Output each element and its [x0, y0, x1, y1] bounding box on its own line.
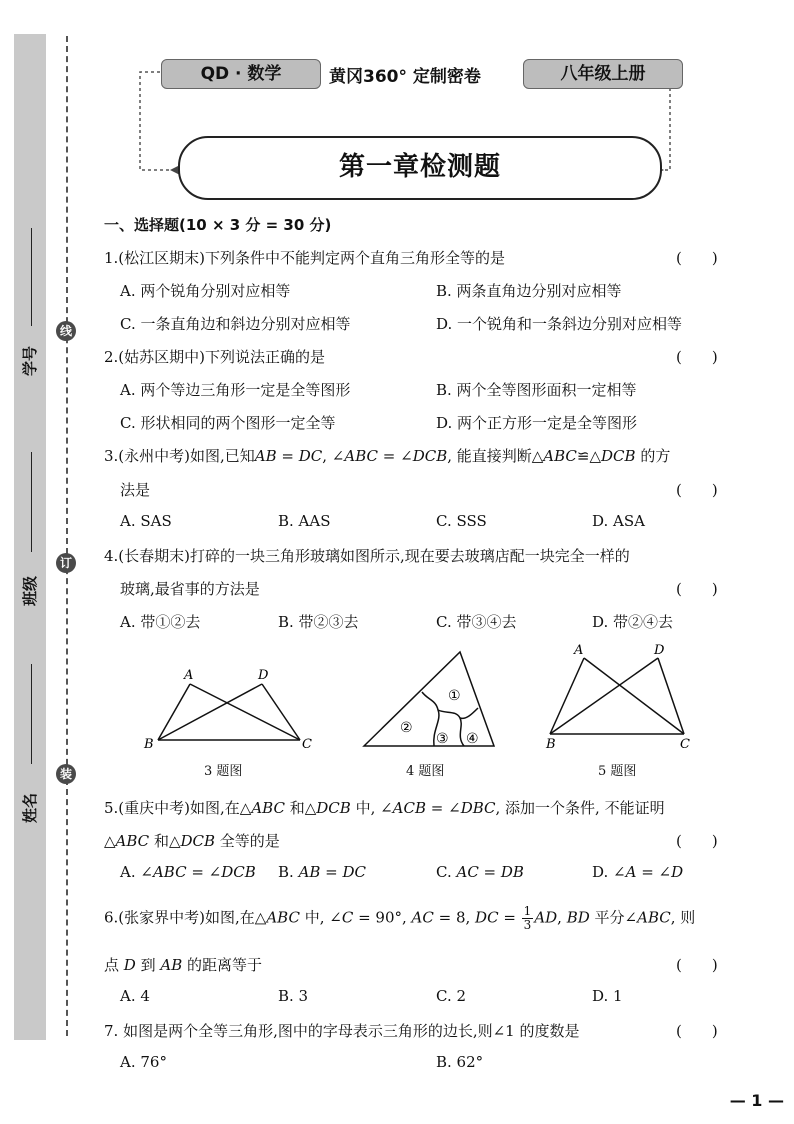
- q5-option-d: D. ∠A = ∠D: [592, 863, 684, 881]
- fig4-piece-2: ②: [400, 720, 413, 736]
- q3-option-a: A. SAS: [120, 512, 172, 530]
- grade-pill: 八年级上册: [523, 59, 683, 89]
- q2-option-d: D. 两个正方形一定是全等图形: [436, 414, 638, 432]
- q6-answer-bracket[interactable]: ( ): [676, 956, 718, 974]
- seal-zhuang-badge: 装: [56, 764, 76, 784]
- q7-option-a: A. 76°: [120, 1053, 167, 1071]
- q1-option-a: A. 两个锐角分别对应相等: [120, 282, 291, 300]
- fig5-label-c: C: [680, 737, 690, 752]
- class-blank[interactable]: [31, 452, 32, 552]
- figure-q5: [540, 640, 700, 752]
- figure-q5-caption: 5 题图: [598, 764, 637, 779]
- q4-option-d: D. 带②④去: [592, 613, 674, 631]
- q6-fraction: $\frac{1}{3}$: [523, 904, 532, 932]
- fig3-label-d: D: [258, 668, 269, 683]
- q7-option-b: B. 62°: [436, 1053, 484, 1071]
- q7-stem: 7. 如图是两个全等三角形,图中的字母表示三角形的边长,则∠1 的度数是: [104, 1022, 580, 1040]
- q1-option-d: D. 一个锐角和一条斜边分别对应相等: [436, 315, 683, 333]
- q6-option-b: B. 3: [278, 987, 309, 1005]
- fig5-label-a: A: [574, 643, 584, 658]
- name-label: 姓名: [21, 792, 39, 823]
- q6-option-a: A. 4: [120, 987, 150, 1005]
- page-title: 第一章检测题: [178, 136, 662, 200]
- q1-option-b: B. 两条直角边分别对应相等: [436, 282, 622, 300]
- q6-option-d: D. 1: [592, 987, 623, 1005]
- q4-stem-line2: 玻璃,最省事的方法是: [120, 580, 260, 598]
- q3-answer-bracket[interactable]: ( ): [676, 481, 718, 499]
- fig4-piece-1: ①: [448, 688, 461, 704]
- name-blank[interactable]: [31, 664, 32, 764]
- q5-answer-bracket[interactable]: ( ): [676, 832, 718, 850]
- fig4-piece-3: ③: [436, 731, 449, 747]
- q5-stem-line2: △ABC 和△DCB 全等的是: [104, 832, 280, 850]
- q2-option-b: B. 两个全等图形面积一定相等: [436, 381, 637, 399]
- q1-answer-bracket[interactable]: ( ): [676, 249, 718, 267]
- binding-strip: [14, 34, 46, 1040]
- class-label: 班级: [21, 575, 39, 606]
- q4-option-b: B. 带②③去: [278, 613, 359, 631]
- page-number: — 1 —: [729, 1091, 784, 1110]
- seal-line-badge: 线: [56, 321, 76, 341]
- q6-stem-line1: 6.(张家界中考)如图,在△ABC 中, ∠C = 90°, AC = 8, DC = $\frac{1}{3}$ AD, BD 平分∠ABC, 则: [104, 904, 696, 932]
- fig3-label-c: C: [302, 737, 312, 752]
- figure-q3: [140, 660, 320, 760]
- q1-stem: 1.(松江区期末)下列条件中不能判定两个直角三角形全等的是: [104, 249, 506, 267]
- q3-option-c: C. SSS: [436, 512, 487, 530]
- figure-q4: [360, 648, 510, 752]
- student-id-blank[interactable]: [31, 228, 32, 326]
- student-id-label: 学号: [21, 345, 39, 376]
- q5-option-a: A. ∠ABC = ∠DCB: [120, 863, 256, 881]
- binding-dashed-line: [66, 36, 68, 1036]
- seal-ding-badge: 订: [56, 553, 76, 573]
- q4-option-c: C. 带③④去: [436, 613, 517, 631]
- q1-option-c: C. 一条直角边和斜边分别对应相等: [120, 315, 351, 333]
- fig3-label-a: A: [184, 668, 194, 683]
- q3-option-b: B. AAS: [278, 512, 331, 530]
- fig4-piece-4: ④: [466, 731, 479, 747]
- q2-option-a: A. 两个等边三角形一定是全等图形: [120, 381, 351, 399]
- section-heading: 一、选择题(10 × 3 分 = 30 分): [104, 216, 332, 234]
- fig3-label-b: B: [144, 737, 154, 752]
- q7-answer-bracket[interactable]: ( ): [676, 1022, 718, 1040]
- q5-option-b: B. AB = DC: [278, 863, 367, 881]
- q5-option-c: C. AC = DB: [436, 863, 524, 881]
- q2-answer-bracket[interactable]: ( ): [676, 348, 718, 366]
- q5-stem-line1: 5.(重庆中考)如图,在△ABC 和△DCB 中, ∠ACB = ∠DBC, 添加一个条件, 不能证明: [104, 799, 665, 817]
- q3-option-d: D. ASA: [592, 512, 645, 530]
- q6-stem-line2: 点 D 到 AB 的距离等于: [104, 956, 262, 974]
- q6-option-c: C. 2: [436, 987, 467, 1005]
- fig5-label-d: D: [654, 643, 665, 658]
- q2-option-c: C. 形状相同的两个图形一定全等: [120, 414, 336, 432]
- fig5-label-b: B: [546, 737, 556, 752]
- q4-stem-line1: 4.(长春期末)打碎的一块三角形玻璃如图所示,现在要去玻璃店配一块完全一样的: [104, 547, 630, 565]
- q3-stem-line2: 法是: [120, 481, 151, 499]
- figure-q3-caption: 3 题图: [204, 764, 243, 779]
- figure-q4-caption: 4 题图: [406, 764, 445, 779]
- q3-stem-line1: 3.(永州中考)如图,已知AB = DC, ∠ABC = ∠DCB, 能直接判断△ABC≌△DCB 的方: [104, 447, 671, 465]
- q4-option-a: A. 带①②去: [120, 613, 201, 631]
- q2-stem: 2.(姑苏区期中)下列说法正确的是: [104, 348, 326, 366]
- subject-pill: QD · 数学: [161, 59, 321, 89]
- q4-answer-bracket[interactable]: ( ): [676, 580, 718, 598]
- series-name: 黄冈360° 定制密卷: [329, 67, 481, 87]
